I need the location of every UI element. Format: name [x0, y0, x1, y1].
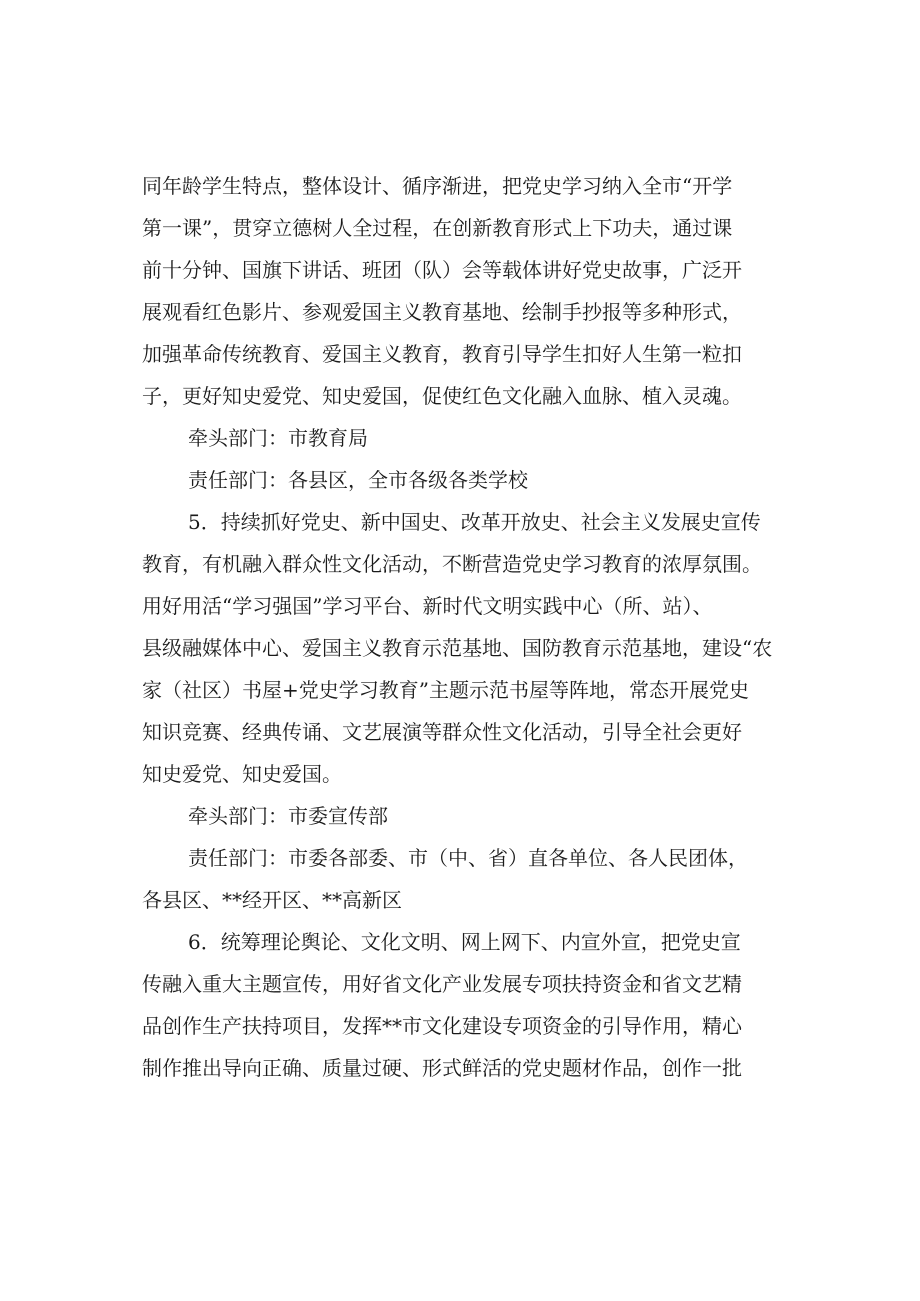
responsible-department-continued: 各县区、**经开区、**高新区	[142, 888, 402, 912]
lead-department: 牵头部门：市委宣传部	[188, 804, 388, 828]
body-text-line: 品创作生产扶持项目，发挥**市文化建设专项资金的引导作用，精心	[142, 1014, 742, 1038]
body-text-line: 用好用活“学习强国”学习平台、新时代文明实践中心（所、站）、	[142, 594, 713, 618]
body-text-line: 传融入重大主题宣传，用好省文化产业发展专项扶持资金和省文艺精	[142, 972, 742, 996]
lead-department: 牵头部门：市教育局	[188, 426, 368, 450]
body-text-line: 县级融媒体中心、爱国主义教育示范基地、国防教育示范基地，建设“农	[142, 636, 773, 660]
body-text-line: 展观看红色影片、参观爱国主义教育基地、绘制手抄报等多种形式，	[142, 300, 742, 324]
body-text-line: 前十分钟、国旗下讲话、班团（队）会等载体讲好党史故事，广泛开	[142, 258, 742, 282]
body-text-line: 同年龄学生特点，整体设计、循序渐进，把党史学习纳入全市“开学	[142, 174, 733, 198]
body-text-line: 子，更好知史爱党、知史爱国，促使红色文化融入血脉、植入灵魂。	[142, 384, 742, 408]
body-text-line: 6．统筹理论舆论、文化文明、网上网下、内宣外宣，把党史宣	[188, 930, 741, 954]
body-text-line: 制作推出导向正确、质量过硬、形式鲜活的党史题材作品，创作一批	[142, 1056, 742, 1080]
body-text-line: 加强革命传统教育、爱国主义教育，教育引导学生扣好人生第一粒扣	[142, 342, 742, 366]
body-text-line: 家（社区）书屋+党史学习教育”主题示范书屋等阵地，常态开展党史	[142, 678, 749, 702]
responsible-department: 责任部门：市委各部委、市（中、省）直各单位、各人民团体，	[188, 846, 748, 870]
responsible-department: 责任部门：各县区，全市各级各类学校	[188, 468, 528, 492]
body-text-line: 5．持续抓好党史、新中国史、改革开放史、社会主义发展史宣传	[188, 510, 761, 534]
body-text-line: 知史爱党、知史爱国。	[142, 762, 342, 786]
body-text-line: 教育，有机融入群众性文化活动，不断营造党史学习教育的浓厚氛围。	[142, 552, 762, 576]
body-text-line: 第一课”，贯穿立德树人全过程，在创新教育形式上下功夫，通过课	[142, 216, 733, 240]
body-text-line: 知识竞赛、经典传诵、文艺展演等群众性文化活动，引导全社会更好	[142, 720, 742, 744]
